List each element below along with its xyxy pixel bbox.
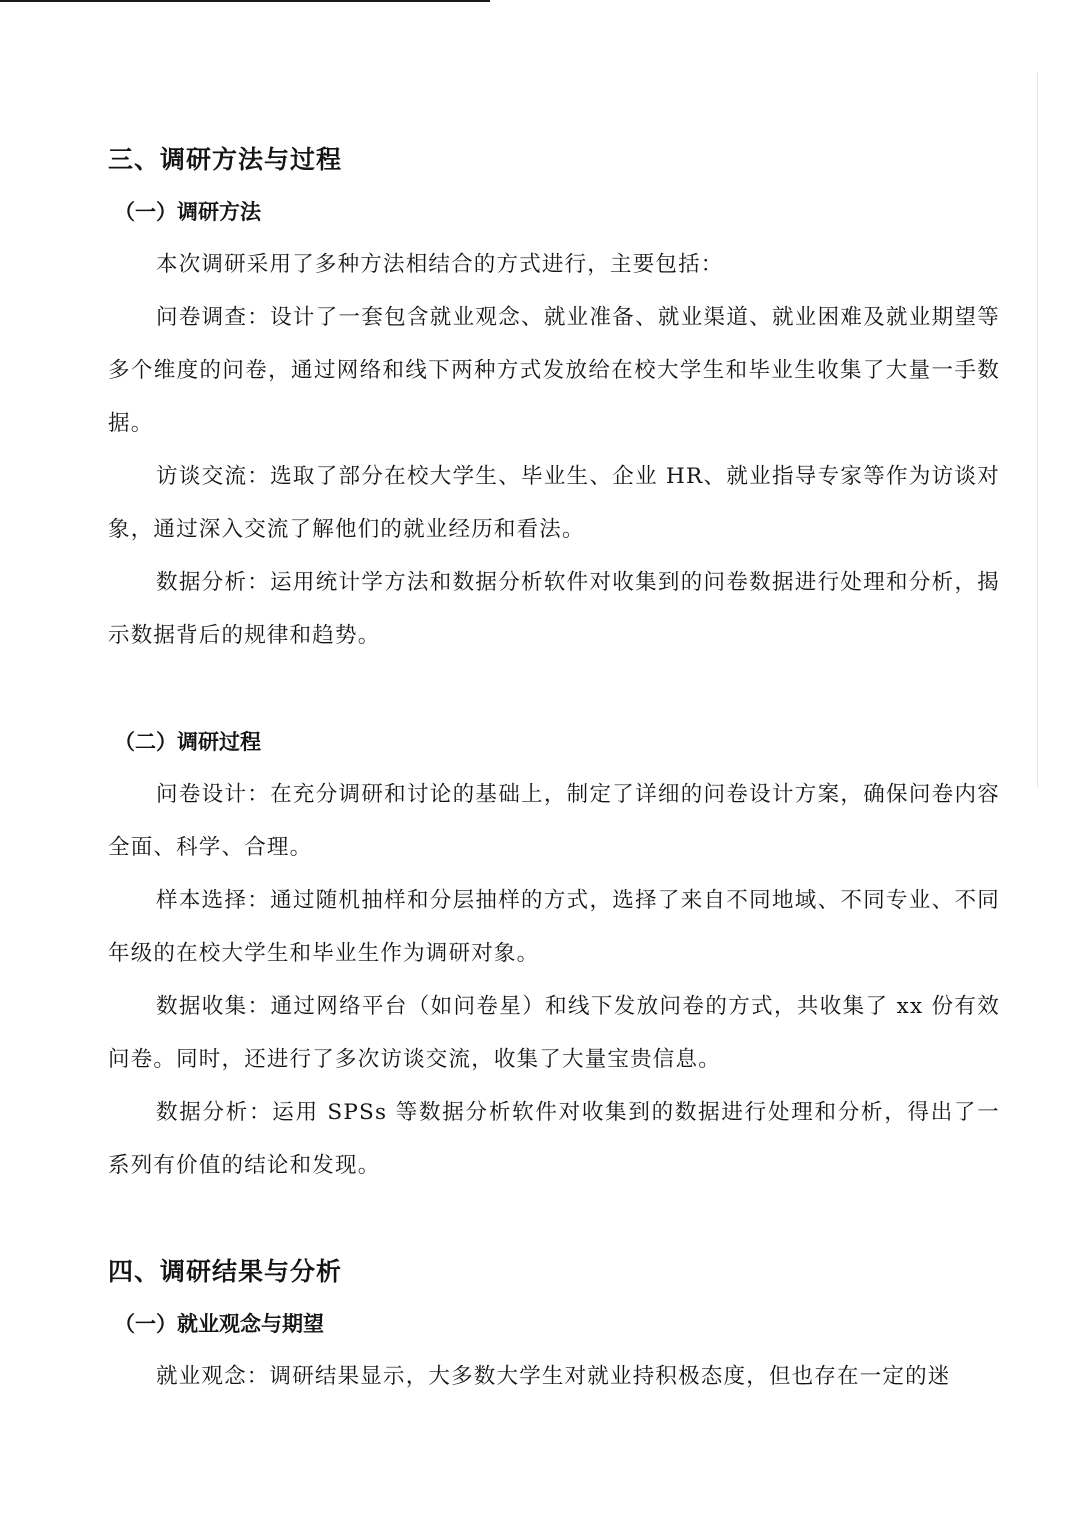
paragraph: 本次调研采用了多种方法相结合的方式进行，主要包括： xyxy=(156,252,724,277)
paragraph: 数据分析：运用统计学方法和数据分析软件对收集到的问卷数据进行处理和分析，揭示数据背后的规律和趋势。 xyxy=(108,570,1000,648)
paragraph: 数据收集：通过网络平台（如问卷星）和线下发放问卷的方式，共收集了 xx 份有效问卷。同时，还进行了多次访谈交流，收集了大量宝贵信息。 xyxy=(108,994,1000,1072)
section-3-1-title: （一）调研方法 xyxy=(114,199,261,224)
document-content xyxy=(108,140,1000,1403)
paragraph: 访谈交流：选取了部分在校大学生、毕业生、企业 HR、就业指导专家等作为访谈对象，通过深入交流了解他们的就业经历和看法。 xyxy=(108,464,1000,542)
scan-edge-top xyxy=(0,0,490,2)
section-4-title: 四、调研结果与分析 xyxy=(108,1257,343,1286)
paragraph: 问卷调查：设计了一套包含就业观念、就业准备、就业渠道、就业困难及就业期望等多个维度的问卷，通过网络和线下两种方式发放给在校大学生和毕业生收集了大量一手数据。 xyxy=(108,305,1000,436)
paragraph: 就业观念：调研结果显示，大多数大学生对就业持积极态度，但也存在一定的迷 xyxy=(156,1364,951,1389)
scan-edge-right xyxy=(1037,72,1058,788)
paragraph: 问卷设计：在充分调研和讨论的基础上，制定了详细的问卷设计方案，确保问卷内容全面、科学、合理。 xyxy=(108,782,1000,860)
section-3-title: 三、调研方法与过程 xyxy=(108,145,343,174)
paragraph: 样本选择：通过随机抽样和分层抽样的方式，选择了来自不同地域、不同专业、不同年级的在校大学生和毕业生作为调研对象。 xyxy=(108,888,1000,966)
section-3-2-title: （二）调研过程 xyxy=(114,729,261,754)
section-4-1-title: （一）就业观念与期望 xyxy=(114,1311,324,1336)
paragraph: 数据分析：运用 SPSs 等数据分析软件对收集到的数据进行处理和分析，得出了一系列有价值的结论和发现。 xyxy=(108,1100,1000,1178)
